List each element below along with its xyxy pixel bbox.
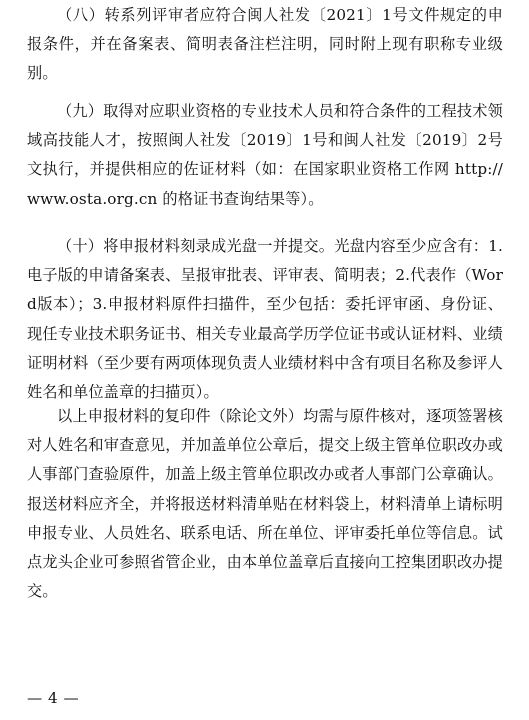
paragraph-item-10: （十）将申报材料刻录成光盘一并提交。光盘内容至少应含有：1.电子版的申请备案表、呈报审批表、评审表、简明表；2.代表作（Word版本）；3.申报材料原件扫描件，至少包括：委托评审函、身份证、现任专业技术职务证书、相关专业最高学历学位证书或认证材料、业绩证明材料（至少要有两项体现负责人业绩材料中含有项目名称及参评人姓名和单位盖章的扫描页）。: [27, 237, 503, 402]
paragraph-item-8: （八）转系列评审者应符合闽人社发〔2021〕1号文件规定的申报条件，并在备案表、简明表备注栏注明，同时附上现有职称专业级别。: [27, 6, 503, 83]
paragraph-submission-requirements: 以上申报材料的复印件（除论文外）均需与原件核对，逐项签署核对人姓名和审查意见，并加盖单位公章后，提交上级主管单位职改办或人事部门查验原件，加盖上级主管单位职改办或者人事部门公章确认。报送材料应齐全，并将报送材料清单贴在材料袋上，材料清单上请标明申报专业、人员姓名、联系电话、所在单位、评审委托单位等信息。试点龙头企业可参照省管企业，由本单位盖章后直接向工控集团职改办提交。: [27, 407, 503, 601]
page-number: — 4 —: [27, 689, 80, 707]
paragraph-item-9: （九）取得对应职业资格的专业技术人员和符合条件的工程技术领域高技能人才，按照闽人社发〔2019〕1号和闽人社发〔2019〕2号文执行，并提供相应的佐证材料（如：在国家职业资格工作网 http://www.osta.org.cn 的格证书查询结果等）。: [27, 102, 503, 208]
